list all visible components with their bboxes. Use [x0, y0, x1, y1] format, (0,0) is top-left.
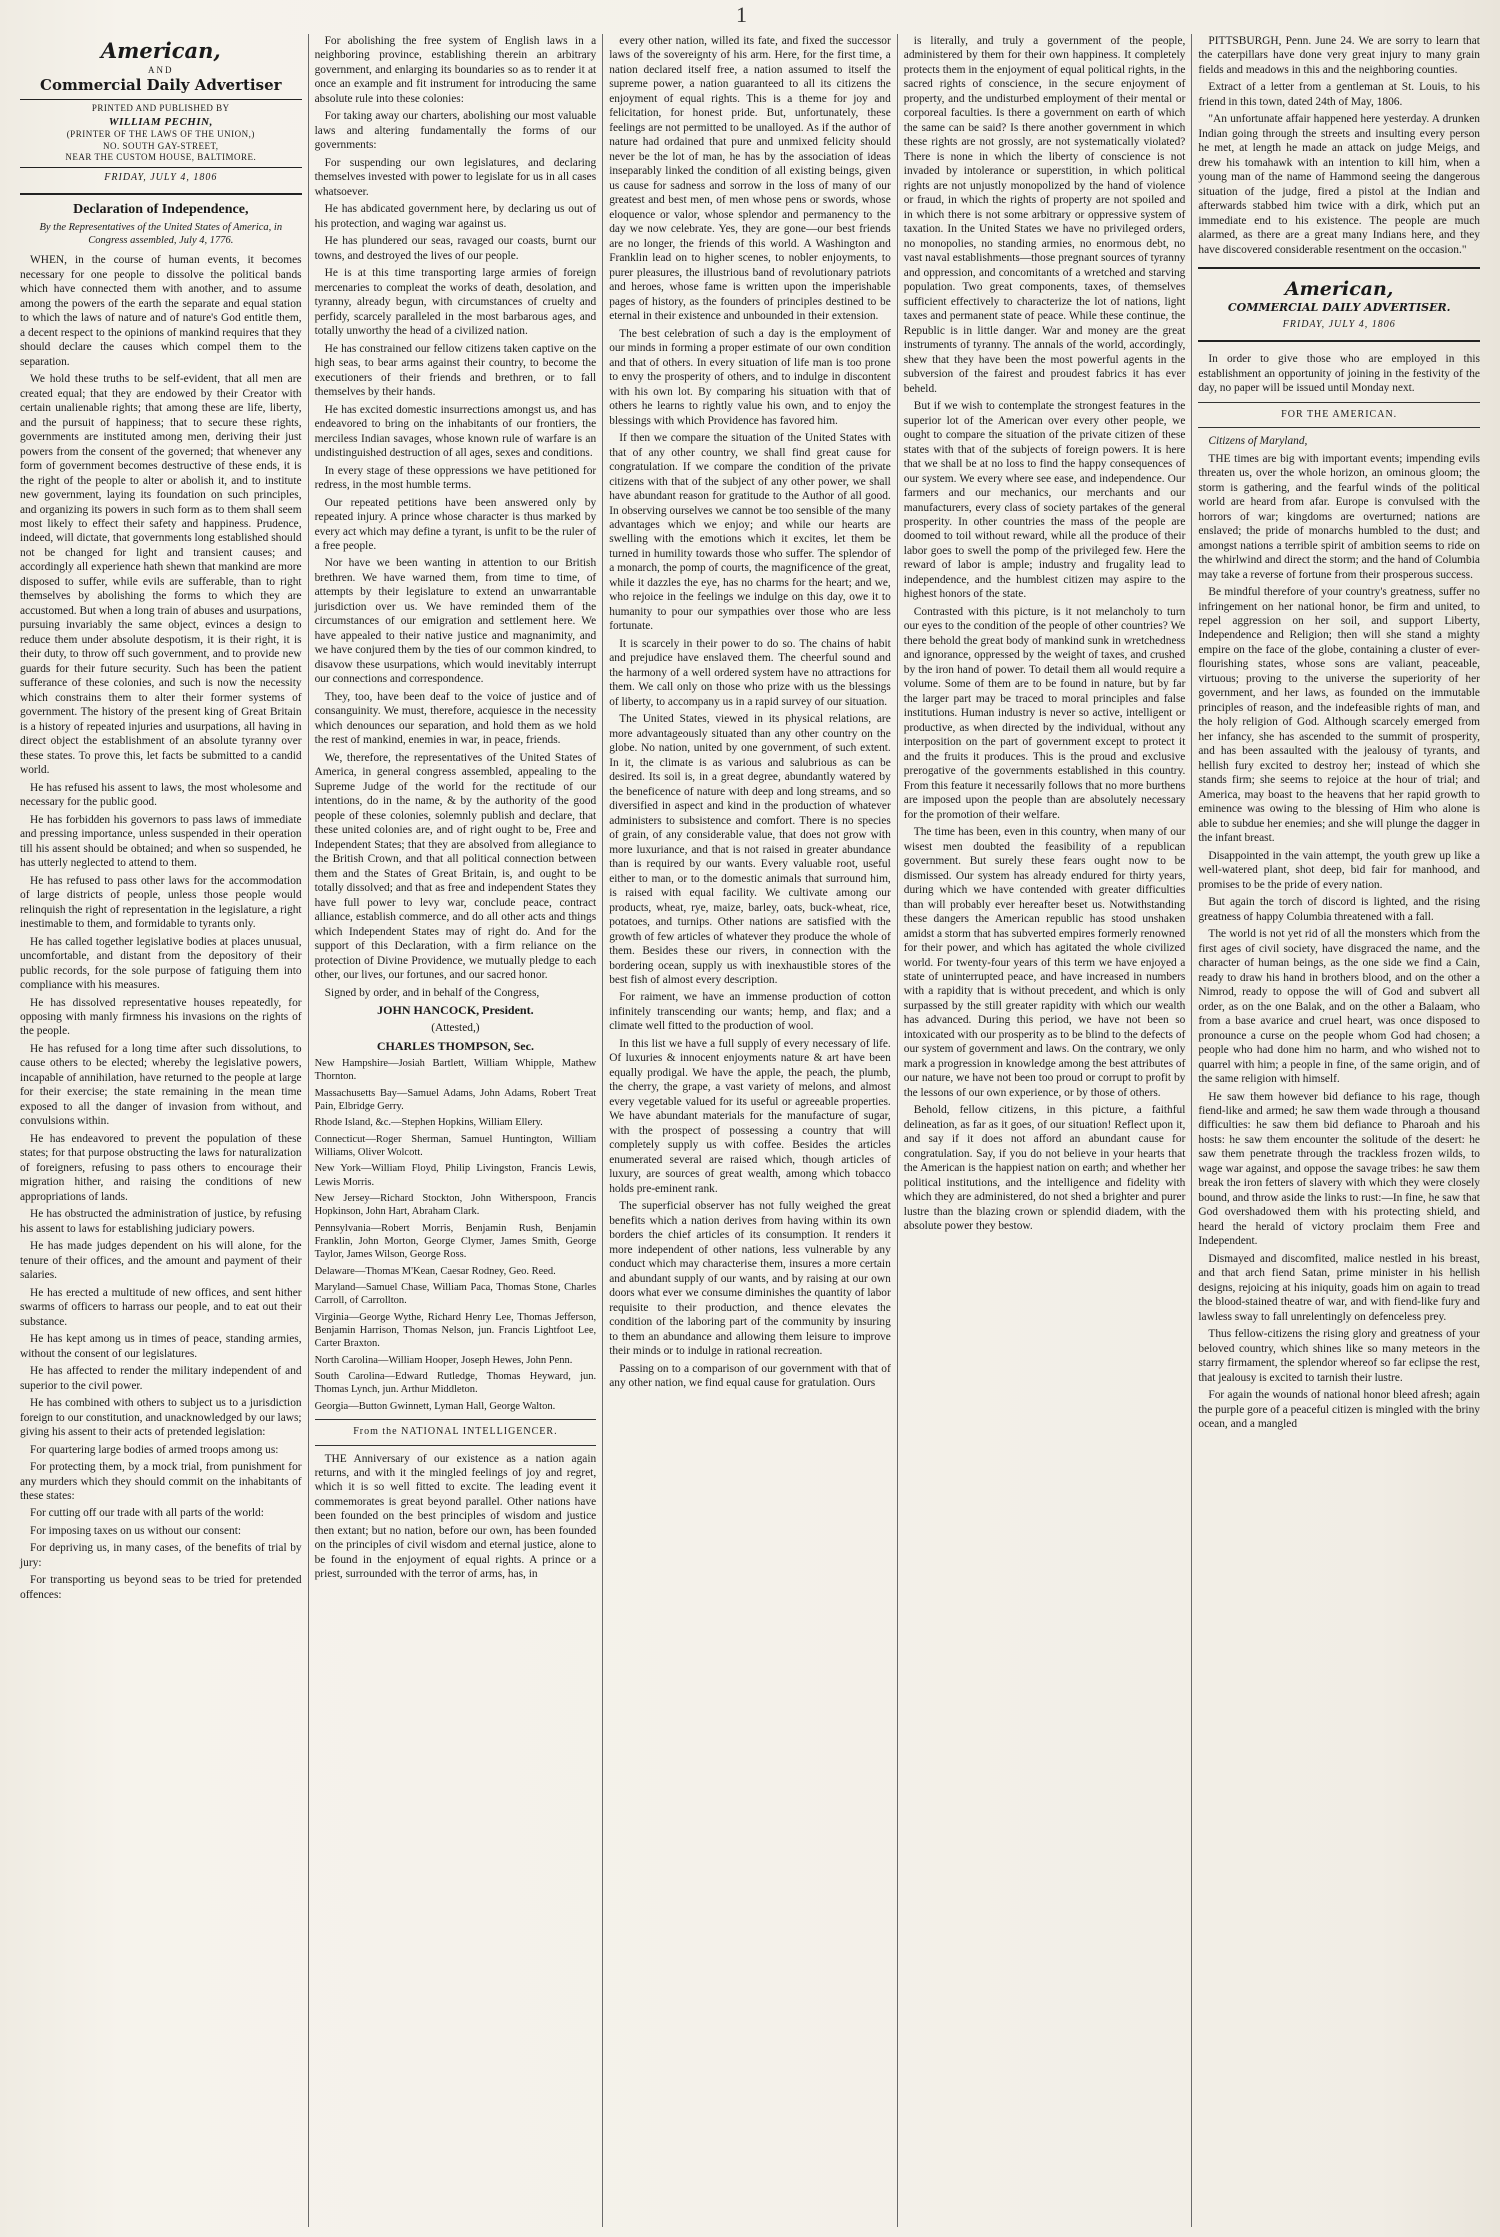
paragraph: WHEN, in the course of human events, it becomes necessary for one people to dissolve the political bands which have connected them with another, and to assume among the powers of the earth the separate and equal station to which the laws of nature and of nature's God entitle them, a decent respect to the opinions of mankind requires that they should declare the causes which compel them to the separation. [20, 254, 302, 368]
paragraph: For protecting them, by a mock trial, from punishment for any murders which they should commit on the inhabitants of these states: [20, 1461, 302, 1502]
imprint-line2: (PRINTER OF THE LAWS OF THE UNION,) [66, 129, 255, 140]
imprint-line3: NO. SOUTH GAY-STREET, [103, 140, 219, 151]
declaration-subhead: By the Representatives of the United States of America, in Congress assembled, July 4, 1776. [39, 221, 283, 246]
divider [1198, 427, 1480, 428]
paragraph: He saw them however bid defiance to his rage, though fiend-like and armed; he saw them wade through a thousand difficulties: he saw them bid defiance to Pharoah and his hosts: he saw them encounter the solitude of the desert: he saw them penetrate through the trackless frozen wilds, to wage war against, and oppose the savage tribes: he saw them break the iron fetters of slavery with which they were closely bound, and throw aside the links to rust:—In fine, he saw that God overshadowed them with his protecting shield, and heard the herald of victory proclaim them Free and Independent. [1198, 1090, 1480, 1248]
masthead-title: American, [100, 38, 221, 63]
divider [315, 1445, 597, 1446]
paragraph: Passing on to a comparison of our government with that of any other nation, we find equal cause for gratulation. Ours [609, 1362, 891, 1390]
paragraph: For again the wounds of national honor bleed afresh; again the purple gore of a peaceful citizen is mingled with the briny ocean, and a mangled [1198, 1389, 1480, 1431]
imprint-line4: NEAR THE CUSTOM HOUSE, BALTIMORE. [65, 152, 257, 163]
column-5 [1191, 34, 1486, 2227]
paragraph: THE times are big with important events; impending evils threaten us, over the whole horizon, an ominous gloom; the storm is gathering, and the fearful winds of the political world are heard from afar. Europe is convulsed with the horrors of war; kingdoms are overturned; nations are enslaved; the pride of monarchs humbled to the dust; and amongst nations a terrible spirit of ambition seems to ride on the whirlwind and direct the storm; and the hand of Columbia may take a reverse of fortune from their prosperous success. [1198, 452, 1480, 581]
paragraph: We hold these truths to be self-evident, that all men are created equal; that they are endowed by their Creator with certain unalienable rights; that among these are life, liberty, and the pursuit of happiness; that to secure these rights, governments are instituted among men, deriving their just powers from the consent of the governed; that whenever any form of government becomes destructive of these ends, it is the right of the people to alter or abolish it, and to institute new government, laying its foundation on such principles, and organizing its powers in such form as to them shall seem most likely to effect their safety and happiness. Prudence, indeed, will dictate, that governments long established should not be changed for light and transient causes; and accordingly all experience hath shewn that mankind are more disposed to suffer, while evils are sufferable, than to right themselves by abolishing the forms to which they are accustomed. But when a long train of abuses and usurpations, pursuing invariably the same object, evinces a design to reduce them under absolute despotism, it is their right, it is their duty, to throw off such government, and to provide new guards for their future security. Such has been the patient sufferance of these colonies, and such is now the necessity which constrains them to alter their former systems of government. The history of the present king of Great Britain is a history of repeated injuries and usurpations, all having in direct object the establishment of an absolute tyranny over these states. To prove this, let facts be submitted to a candid world. [20, 373, 302, 777]
masthead-subtitle: Commercial Daily Advertiser [40, 76, 282, 95]
paragraph: They, too, have been deaf to the voice of justice and of consanguinity. We must, therefore, acquiesce in the necessity which denounces our separation, and hold them as we hold the rest of mankind, enemies in war, in peace, friends. [314, 690, 597, 747]
paragraph: The time has been, even in this country, when many of our wisest men doubted the feasibility of a republican government. But surely these fears ought now to be dismissed. Our system has already endured for thirty years, during which we have contended with greater difficulties than will probably ever hereafter beset us. Notwithstanding these dangers the American republic has stood unshaken amidst a storm that has subverted empires formerly renowned for their power, and which has agitated the whole civilized world. For twenty-four years of this term we have enjoyed a state of uninterrupted peace, and have increased in numbers with a rapidity that is without precedent, and which is only surpassed by the still greater rapidity with which our wealth has advanced. During this period, we have not been so intoxicated with our prosperity as to be blind to the defects of our system of government and laws. On the contrary, we only mark a progression in knowledge among the best attributes of our nature, we have not been too proud or corrupt to profit by the lessons of our own experience, or by those of others. [903, 826, 1186, 1099]
signers-state: Delaware—Thomas M'Kean, Caesar Rodney, Geo. Reed. [314, 1265, 556, 1277]
imprint-line1: PRINTED AND PUBLISHED BY [91, 103, 230, 114]
paragraph: is literally, and truly a government of the people, administered by them for their own happiness. It completely protects them in the enjoyment of equal political rights, in the sacred rights of conscience, in the secure enjoyment of property, and the undisturbed employment of their mental or corporeal faculties. Is there a government on earth of which the same can be said? Is there another government in which these rights are not grossly, are not systematically violated? There is none in which the liberty of conscience is not invaded by intolerance or superstition, in which political rights are not unjustly monopolized by the hand of violence or fraud, in which the rights of property are not spoiled and in which there is not some arbitrary or oppressive system of taxation. In the United States we have no privileged orders, no monopolies, no standing armies, no enormous debt, no vast naval establishments—those pregnant sources of tyranny and oppression, and concomitants of a wretched and starving population. Two great components, taxes, of themselves sufficient effectively to characterize the lot of nations, light taxes and permanent state of peace. While these continue, the Republic is in little danger. War and money are the great instruments of tyranny. The annals of the world, accordingly, shew that they have been the most powerful agents in the subversion of the fairest and proudest fabrics it has ever beheld. [903, 35, 1186, 395]
paragraph: He has combined with others to subject us to a jurisdiction foreign to our constitution, and unacknowledged by our laws; giving his assent to their acts of pretended legislation: [20, 1397, 302, 1439]
paragraph: In every stage of these oppressions we have petitioned for redress, in the most humble terms. [314, 464, 597, 492]
paragraph: Nor have we been wanting in attention to our British brethren. We have warned them, from time to time, of attempts by their legislature to extend an unwarrantable jurisdiction over us. We have reminded them of the circumstances of our emigration and settlement here. We have appealed to their native justice and magnanimity, and we have conjured them by the ties of our common kindred, to disavow these usurpations, which would inevitably interrupt our connections and correspondence. [314, 557, 597, 686]
signers-state: North Carolina—William Hooper, Joseph Hewes, John Penn. [314, 1354, 573, 1366]
paragraph: He has excited domestic insurrections amongst us, and has endeavored to bring on the inhabitants of our frontiers, the merciless Indian savages, whose known rule of warfare is an undistinguished destruction of all ages, sexes and conditions. [314, 403, 597, 460]
paragraph: Our repeated petitions have been answered only by repeated injury. A prince whose character is thus marked by every act which may define a tyrant, is unfit to be the ruler of a free people. [314, 496, 597, 552]
paragraph: He has forbidden his governors to pass laws of immediate and pressing importance, unless suspended in their operation till his assent should be obtained; and when so suspended, he has utterly neglected to attend to them. [20, 813, 302, 870]
paragraph: We, therefore, the representatives of the United States of America, in general congress assembled, appealing to the Supreme Judge of the world for the rectitude of our intentions, do in the name, & by the authority of the good people of these colonies, solemnly publish and declare, that these united colonies are, and of right ought to be, Free and Independent States; that they are absolved from allegiance to the British Crown, and that all political connection between them and the States of Great Britain, is, and ought to be totally dissolved; and that as free and independent States they have full power to levy war, conclude peace, contract alliance, establish commerce, and do all other acts and things which Independent States may of right do. And for the support of this Declaration, with a firm reliance on the protection of Divine Providence, we mutually pledge to each other, our lives, our fortunes, and our sacred honor. [314, 751, 597, 982]
editorial-subtitle: COMMERCIAL DAILY ADVERTISER. [1227, 301, 1451, 315]
paragraph: Dismayed and discomfited, malice nestled in his breast, and that arch fiend Satan, prime minister in his hellish designs, rejoicing at his iniquity, goads him on again to tread the blood-stained theatre of war, and with fiend-like fury and lawless sway to fall unrelentingly on defenceless prey. [1198, 1252, 1480, 1323]
printer-name: WILLIAM PECHIN, [108, 115, 213, 128]
column-3 [602, 34, 897, 2227]
paragraph: He has called together legislative bodies at places unusual, uncomfortable, and distant from the depository of their public records, for the sole purpose of fatiguing them into compliance with his measures. [20, 935, 302, 992]
paragraph: In this list we have a full supply of every necessary of life. Of luxuries & innocent enjoyments nature & art have been equally prodigal. We have the apple, the peach, the plumb, the cherry, the grape, a vast variety of melons, and almost every vegetable valued for its useful or agreeable properties. We have abundant materials for the manufacture of sugar, with the prospect of possessing a country that will completely supply us with coffee. Besides the articles enumerated several are raised which, though articles of luxury, are sources of great wealth, among which tobacco holds pre-eminent rank. [609, 1037, 891, 1195]
divider [1198, 402, 1480, 403]
column-4 [897, 34, 1192, 2227]
paragraph: It is scarcely in their power to do so. The chains of habit and prejudice have enslaved them. The cheerful sound and the harmony of a well ordered system have no attractions for them. We call only on those who prize with us the blessings of liberty, to accompany us in a rapid survey of our situation. [609, 637, 891, 708]
signers-state: Virginia—George Wythe, Richard Henry Lee, Thomas Jefferson, Benjamin Harrison, Thomas Nelson, jun. Francis Lightfoot Lee, Carter Braxton. [314, 1311, 597, 1350]
paragraph: Behold, fellow citizens, in this picture, a faithful delineation, as far as it goes, of our situation! Reflect upon it, and say if it does not afford an abundant cause for congratulation. Say, if you do not believe in your hearts that the American is the happiest nation on earth; and whether her political institutions, and the intelligence and fidelity with which they are administered, do not shed a brighter and purer lustre than the blazing crown or splendid diadem, with the absolute power they bestow. [903, 1104, 1186, 1233]
signers-state: New Hampshire—Josiah Bartlett, William Whipple, Mathew Thornton. [314, 1057, 597, 1083]
paragraph: For suspending our own legislatures, and declaring themselves invested with power to legislate for us in all cases whatsoever. [314, 156, 597, 198]
paragraph: But again the torch of discord is lighted, and the rising greatness of happy Columbia threatened with a fall. [1198, 896, 1480, 923]
paragraph: If then we compare the situation of the United States with that of any other country, we shall find great cause for congratulation. If we compare the condition of the private citizens with that of the subject of any other power, we shall have abundant reason for gratitude to the Author of all good. In observing ourselves we cannot be too sensible of the many advantages which we enjoy; and while our hearts are swelling with the emotions which it excites, let them be turned in humility towards those who suffer. The splendor of a monarch, the pomp of courts, the magnificence of the great, while it dazzles the eye, has no charms for the heart; and we, who rejoice in the feelings we indulge on this day, owe it to humanity to pour our sympathies over those who are less fortunate. [609, 432, 891, 633]
paragraph: Contrasted with this picture, is it not melancholy to turn our eyes to the condition of the people of other countries? We there behold the great body of mankind sunk in wretchedness and ignorance, oppressed by the weight of taxes, and crushed by the iron hand of power. To detail them all would require a volume. Some of them are to be found in nature, but by far the larger part may be traced to moral principles and false institutions. Human industry is never so active, intelligent or productive, as when directed by the individual, without any interposition on the part of government except to protect it and the fruits it produces. This is the proud and exclusive prerogative of the governments established in this country. From this feature it necessarily follows that no more burthens are imposed upon the people than are absolutely necessary for the promotion of their welfare. [903, 605, 1186, 821]
column-1 [14, 34, 308, 2227]
paragraph: Thus fellow-citizens the rising glory and greatness of your beloved country, which shines like so many meteors in the starry firmament, the splendor whereof so far eclipse the rest, that jealousy is excited to tarnish their lustre. [1198, 1328, 1480, 1384]
signers-state: South Carolina—Edward Rutledge, Thomas Heyward, jun. Thomas Lynch, jun. Arthur Middleton. [314, 1370, 597, 1396]
paragraph: For imposing taxes on us without our consent: [30, 1524, 242, 1537]
declaration-headline: Declaration of Independence, [73, 201, 249, 217]
paragraph: "An unfortunate affair happened here yesterday. A drunken Indian going through the streets and insulting every person he met, at length he made an attack on judge Meigs, and drew his tomahawk with an intention to kill him, when a young man of the name of Hammond seeing the dangerous situation of the judge, fired a pistol at the Indian and afterwards stabbed him twice with a dirk, which put an immediate end to his existence. The people are much alarmed, as there are a great many Indians here, and they have discovered considerable resentment on the occasion." [1198, 113, 1480, 256]
editorial-masthead [1198, 267, 1480, 342]
source-credit: From the NATIONAL INTELLIGENCER. [353, 1425, 558, 1437]
editorial-dateline: FRIDAY, JULY 4, 1806 [1282, 319, 1396, 331]
paragraph: For abolishing the free system of English laws in a neighboring province, establishing therein an arbitrary government, and enlarging its boundaries so as to render it at once an example and fit instrument for introducing the same absolute rule into these colonies: [314, 35, 597, 105]
signers-state: Rhode Island, &c.—Stephen Hopkins, William Ellery. [314, 1117, 543, 1129]
paragraph: In order to give those who are employed in this establishment an opportunity of joining in the festivity of the day, no paper will be issued until Monday next. [1198, 353, 1480, 395]
paragraph: For transporting us beyond seas to be tried for pretended offences: [20, 1574, 302, 1601]
signers-state: Pennsylvania—Robert Morris, Benjamin Rush, Benjamin Franklin, John Morton, George Clymer, James Smith, George Taylor, James Wilson, George Ross. [314, 1222, 597, 1261]
paragraph: The best celebration of such a day is the employment of our minds in forming a proper estimate of our own condition and that of others. In every situation of life man is too prone to envy the prosperity of others, and to indulge in discontent with his own lot. By comparing his situation with that of others he learns to rightly value his own, and to enjoy the blessings with which Providence has favored him. [609, 327, 891, 427]
paragraph: But if we wish to contemplate the strongest features in the superior lot of the American over every other people, we ought to compare the situation of the private citizen of these states with that of the subjects of foreign powers. It is here that we shall be at no loss to find the happy consequences of our system. We every where see ease, and independence. Our farmers and our mechanics, our merchants and our manufacturers, every class of society partakes of the general prosperity. In other countries the mass of the people are doomed to toil without reward, while all the produce of their labor goes to swell the pomp of the privileged few. Here the reward of labor is ample; industry and frugality lead to independence, and the humblest citizen may aspire to the highest honors of the state. [903, 400, 1186, 601]
paragraph: He has abdicated government here, by declaring us out of his protection, and waging war against us. [314, 203, 597, 230]
paragraph: He has erected a multitude of new offices, and sent hither swarms of officers to harrass our people, and to eat out their substance. [20, 1286, 302, 1328]
paragraph: He has made judges dependent on his will alone, for the tenure of their offices, and the amount and payment of their salaries. [20, 1240, 302, 1282]
paragraph: The world is not yet rid of all the monsters which from the first ages of civil society, have disgraced the name, and the character of human beings, as the one side we find a Cain, ready to draw his hand in brothers blood, and on the other a Nimrod, ready to oppose the will of God and subvert all order, as on the one Balak, and on the other a Balaam, who from a base avarice and cruel heart, was once disposed to pronounce a curse on the people whom God had chosen; a people who had done him no harm, and who wished not to quarrel with him; a people in fine, of the same origin, and of the same religion with himself. [1198, 928, 1480, 1086]
paragraph: Extract of a letter from a gentleman at St. Louis, to his friend in this town, dated 24th of May, 1806. [1198, 81, 1480, 108]
paragraph: The superficial observer has not fully weighed the great benefits which a nation derives from having within its own borders the chief articles of its consumption. It renders it more independent of other nations, less vulnerable by any conduct which may characterise them, insures a more certain and abundant supply of our wants, and by raising at our own doors what ever we consume diminishes the quantity of labor requisite to their production, and thence elevates the condition of the laboring part of the community by insuring to them an abundance and allowing them leisure to improve their minds or to indulge in rational recreation. [609, 1200, 891, 1358]
paragraph: For cutting off our trade with all parts of the world: [30, 1507, 264, 1520]
paragraph: every other nation, willed its fate, and fixed the successor laws of the sovereignty of his arm. Here, for the first time, a nation declared itself free, a nation assumed to itself the supreme power, a nation guaranteed to all its citizens the enjoyment of equal rights. This is a theme for joy and felicitation, for honest pride. But, unfortunately, these feelings are not permitted to be unalloyed. As if the author of nature had ordained that pure and unmixed felicity should never be the lot of man, he has by the association of ideas inseparably linked the condition of all existing beings, given us cause for sadness and sorrow in the loss of many of our greatest and best men, of men whose pens or swords, whose eloquence or valor, whose splendor and permanency to the day we now celebrate. Yes, they are gone—our best friends are no longer, the friends of this world. A Washington and Franklin lead on to higher scenes, to nobler enjoyments, to purer pleasures, the illustrious band of revolutionary patriots and heroes, whose fame is written upon the imperishable pages of history, as the founders of principles destined to be eternal in their existence and unbounded in their extension. [609, 35, 891, 323]
signers-state: Maryland—Samuel Chase, William Paca, Thomas Stone, Charles Carroll, of Carrollton. [314, 1281, 597, 1307]
signers-state: Connecticut—Roger Sherman, Samuel Huntington, William Williams, Oliver Wolcott. [314, 1133, 597, 1158]
columns [14, 34, 1486, 2227]
paragraph: He has affected to render the military independent of and superior to the civil power. [20, 1365, 302, 1392]
paragraph: He has kept among us in times of peace, standing armies, without the consent of our legislatures. [20, 1333, 302, 1360]
signers-state: Georgia—Button Gwinnett, Lyman Hall, George Walton. [314, 1400, 556, 1412]
paragraph: For raiment, we have an immense production of cotton infinitely transcending our wants; hemp, and flax; and a climate well fitted to the production of wool. [609, 991, 891, 1033]
editorial-title: American, [1284, 278, 1394, 301]
section-heading: FOR THE AMERICAN. [1281, 408, 1398, 420]
paragraph: He has refused to pass other laws for the accommodation of large districts of people, unless those people would relinquish the right of representation in the legislature, a right inestimable to them, and formidable to tyrants only. [20, 874, 302, 931]
attested-label: (Attested,) [431, 1022, 480, 1035]
dateline: FRIDAY, JULY 4, 1806 [104, 172, 218, 184]
paragraph: THE Anniversary of our existence as a nation again returns, and with it the mingled feelings of joy and regret, which it is so well fitted to excite. The leading event it commemorates is great beyond parallel. Other nations have been founded on the best principles of wisdom and justice then extant; but no nation, before our own, has been founded on the principles of civil wisdom and eternal justice, alone to be found in the enjoyment of equal rights. A prince or a priest, surrounded with the terror of arms, has, in [314, 1452, 597, 1581]
masthead-and: AND [148, 64, 174, 75]
paragraph: He has refused his assent to laws, the most wholesome and necessary for the public good. [20, 781, 302, 809]
paragraph: He has dissolved representative houses repeatedly, for opposing with manly firmness his invasions on the rights of the people. [20, 996, 302, 1038]
divider [315, 1419, 597, 1420]
paragraph: Be mindful therefore of your country's greatness, suffer no infringement on her national honor, be firm and united, to repel aggression on her soil, and support Liberty, Independence and Religion; then will she stand a mighty empire on the face of the globe, containing a cluster of ever-flourishing states, whose sons are valiant, peaceable, virtuous; proving to the universe the superiority of her government, and her laws, as founded on the immutable principles of reason, and the indefeasible rights of man, and the holy religion of God. Although scarcely emerged from her infancy, she has ascended to the summit of prosperity, and has been assaulted with the jealousy of tyrants, and hellish fury excited to destroy her; instead of which she stands firm; she seems to rejoice at the hour of trial; and America, may boast to the heavens that her rapid growth to eminence was owing to the blessing of Him who alone is able to subdue her enemies; and she will plunge the dagger in the infant breast. [1198, 586, 1480, 845]
paragraph: He has obstructed the administration of justice, by refusing his assent to laws for establishing judiciary powers. [20, 1208, 302, 1235]
paragraph: Signed by order, and in behalf of the Congress, [324, 986, 540, 999]
salutation: Citizens of Maryland, [1208, 435, 1308, 448]
paragraph: Disappointed in the vain attempt, the youth grew up like a well-watered plant, shot deep, bid fair for manhood, and promises to be the pride of every nation. [1198, 849, 1480, 891]
paragraph: He has refused for a long time after such dissolutions, to cause others to be elected; whereby the legislative powers, incapable of annihilation, have returned to the people at large for their exercise; the state remaining in the mean time exposed to all the danger of invasion from without, and convulsions within. [20, 1042, 302, 1128]
page-number: 1 [736, 2, 747, 27]
signers-state: New York—William Floyd, Philip Livingston, Francis Lewis, Lewis Morris. [314, 1163, 597, 1188]
paragraph: He has endeavored to prevent the population of these states; for that purpose obstructing the laws for naturalization of foreigners, refusing to pass others to encourage their migration hither, and raising the conditions of new appropriations of lands. [20, 1132, 302, 1203]
paragraph: The United States, viewed in its physical relations, are more advantageously situated than any other country on the globe. No nation, united by one government, of such extent. In it, the climate is as various and salubrious as can be desired. Its soil is, in a great degree, abundantly watered by the beneficence of nature with deep and long streams, and so diversified in aspect and kind in the production of whatever administers to subsistence and comfort. There is no species of grain, of any considerable value, that does not grow with more luxuriance, and that is not raised in greater abundance than is required by our wants. Every valuable root, useful either to man, or to the domestic animals that surround him, is raised with equal facility. We cultivate among our products, wheat, rye, maize, barley, oats, buck-wheat, rice, potatoes, and turnips. Other nations are satisfied with the growth of few articles of whatever they produce the whole of them. Besides these our rivers, in connection with the bordering ocean, supply us with inexhaustible stores of the best fish of almost every description. [609, 713, 891, 986]
column-2 [308, 34, 603, 2227]
masthead [20, 38, 302, 195]
signers-state: Massachusetts Bay—Samuel Adams, John Adams, Robert Treat Pain, Elbridge Gerry. [314, 1087, 597, 1112]
paragraph: PITTSBURGH, Penn. June 24. We are sorry to learn that the caterpillars have done very great injury to many grain fields and meadows in this and the neighboring counties. [1198, 35, 1480, 76]
paragraph: He has constrained our fellow citizens taken captive on the high seas, to bear arms against their country, to become the executioners of their friends and brethren, or to fall themselves by their hands. [314, 342, 597, 399]
paragraph: He is at this time transporting large armies of foreign mercenaries to compleat the works of death, desolation, and tyranny, already begun, with circumstances of cruelty and perfidy, scarcely paralleled in the most barbarous ages, and totally unworthy the head of a civilized nation. [314, 267, 597, 338]
paragraph: For depriving us, in many cases, of the benefits of trial by jury: [20, 1542, 302, 1569]
secretary-signature: CHARLES THOMPSON, Sec. [376, 1038, 534, 1053]
signers-state: New Jersey—Richard Stockton, John Witherspoon, Francis Hopkinson, John Hart, Abraham Clark. [314, 1192, 597, 1218]
paragraph: For quartering large bodies of armed troops among us: [30, 1443, 279, 1456]
paragraph: For taking away our charters, abolishing our most valuable laws and altering fundamentally the forms of our governments: [314, 110, 597, 152]
paragraph: He has plundered our seas, ravaged our coasts, burnt our towns, and destroyed the lives of our people. [314, 235, 597, 262]
president-signature: JOHN HANCOCK, President. [377, 1003, 534, 1017]
signers-list [315, 1057, 597, 1413]
imprint [20, 99, 302, 168]
